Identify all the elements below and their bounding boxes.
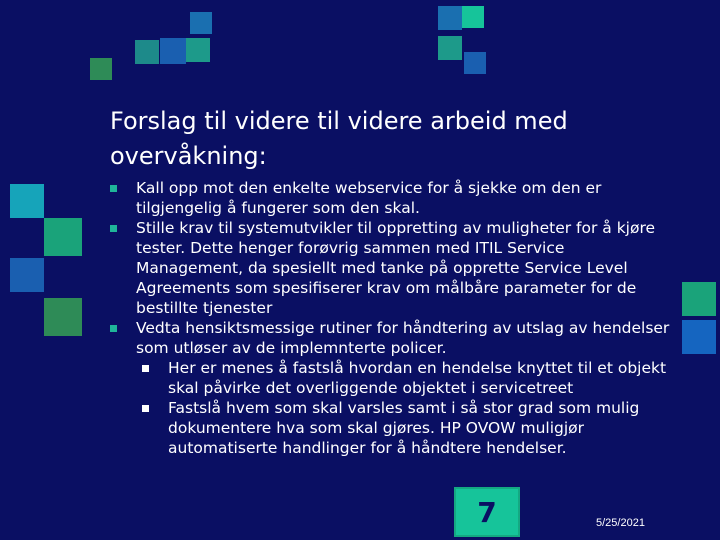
slide-date: 5/25/2021 [596,517,645,529]
slide-title: Forslag til videre til videre arbeid med overvåkning: [110,107,568,170]
bullet-item [110,318,670,358]
decor-square [44,218,82,256]
sub-bullet-item [110,398,670,458]
decor-square [135,40,159,64]
decor-square [438,36,462,60]
sub-bullet-square-icon [142,405,149,412]
decor-square [464,52,486,74]
bullet-text: Kall opp mot den enkelte webservice for å sjekke om den er tilgjengelig å fungerer som den skal. [136,179,602,217]
bullet-item [110,178,670,218]
sub-bullet-text: Fastslå hvem som skal varsles samt i så stor grad som mulig dokumentere hva som skal gjøres. HP OVOW muligjør automatiserte handlinger for å håndtere hendelser. [168,399,640,457]
page-number: 7 [477,495,497,529]
bullet-square-icon [110,225,117,232]
bullet-item [110,218,670,318]
decor-square [462,6,484,28]
sub-bullet-text: Her er menes å fastslå hvordan en hendelse knyttet til et objekt skal påvirke det overliggende objektet i servicetreet [168,359,667,397]
decor-square [190,12,212,34]
decor-square [44,298,82,336]
bullet-square-icon [110,185,117,192]
decor-square [438,6,462,30]
decor-square [186,38,210,62]
decor-square [160,38,186,64]
bullet-text: Stille krav til systemutvikler til oppretting av muligheter for å kjøre tester. Dette henger forøvrig sammen med ITIL Service Management, da spesiellt med tanke på opprette Service Level Agreements som spesifiserer krav om målbåre parameter for de bestillte tjenester [136,219,656,317]
decor-square [90,58,112,80]
decor-square [682,282,716,316]
decor-square [682,320,716,354]
sub-bullet-square-icon [142,365,149,372]
page-number-box [452,485,522,539]
decor-square [10,184,44,218]
bullet-text: Vedta hensiktsmessige rutiner for håndtering av utslag av hendelser som utløser av de implemnterte policer. [136,319,670,357]
bullet-square-icon [110,325,117,332]
sub-bullet-item [110,358,670,398]
decor-square [10,258,44,292]
slide-body [110,178,670,458]
